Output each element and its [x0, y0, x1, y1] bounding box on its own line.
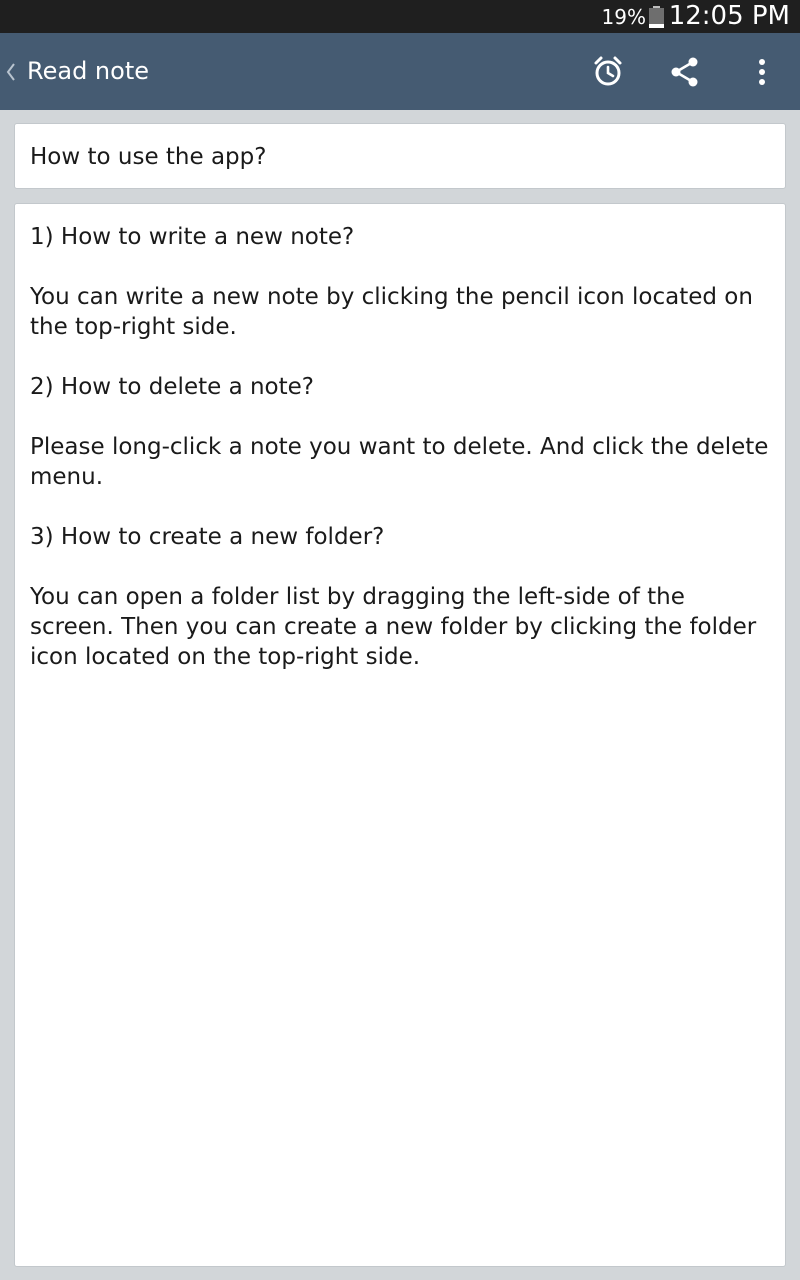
note-paragraph: You can write a new note by clicking the pencil icon located on the top-right side.: [30, 284, 753, 340]
note-title: How to use the app?: [30, 144, 267, 170]
alarm-clock-icon: [586, 49, 630, 93]
back-button[interactable]: [0, 33, 200, 110]
note-body: [30, 222, 775, 702]
page-title: Read note: [27, 57, 150, 85]
note-paragraph: Please long-click a note you want to delete. And click the delete menu.: [30, 434, 769, 490]
battery-icon: [649, 6, 664, 28]
note-paragraph: 2) How to delete a note?: [30, 374, 315, 400]
alarm-button[interactable]: [586, 49, 630, 93]
more-vert-icon: [740, 49, 784, 93]
status-bar: [0, 0, 800, 33]
battery-percentage: 19%: [601, 5, 646, 29]
back-chevron-icon: [5, 62, 17, 82]
more-options-button[interactable]: [740, 49, 784, 93]
note-paragraph: 3) How to create a new folder?: [30, 524, 385, 550]
note-title-card: [14, 123, 786, 189]
share-button[interactable]: [663, 49, 707, 93]
note-body-card: [14, 203, 786, 1267]
note-paragraph: 1) How to write a new note?: [30, 224, 355, 250]
note-paragraph: You can open a folder list by dragging the left-side of the screen. Then you can create a new folder by clicking the folder icon located on the top-right side.: [30, 584, 757, 670]
app-bar: [0, 33, 800, 110]
share-icon: [663, 49, 707, 93]
status-clock: 12:05 PM: [668, 1, 790, 31]
